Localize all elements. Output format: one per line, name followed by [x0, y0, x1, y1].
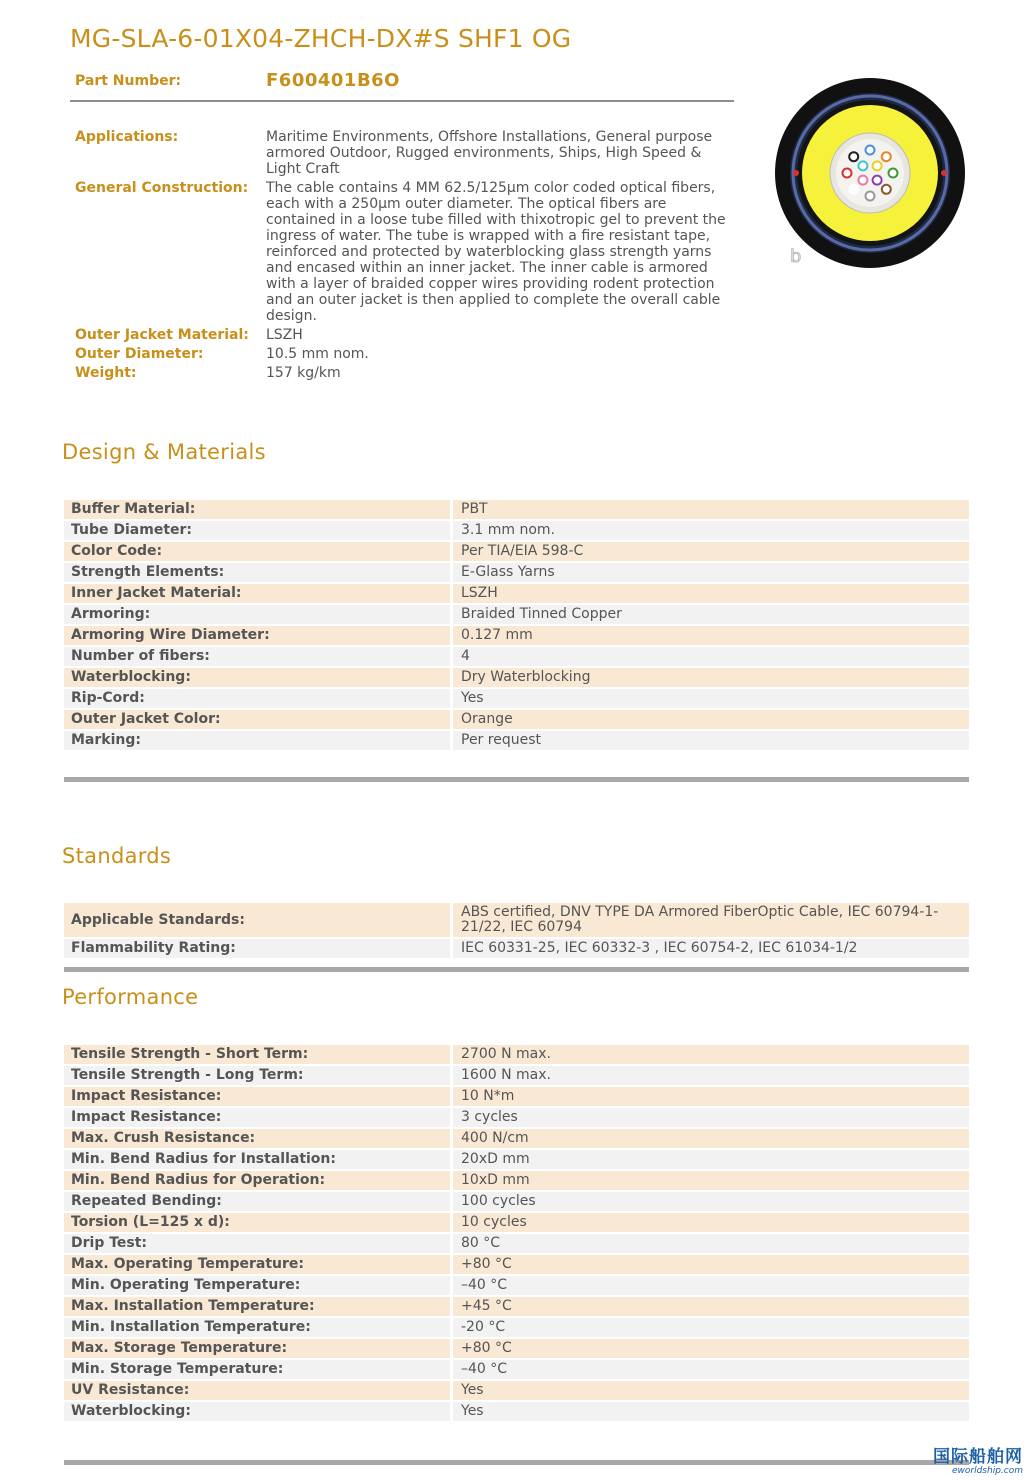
spec-key: UV Resistance: — [64, 1381, 453, 1400]
spec-key: Rip-Cord: — [64, 689, 453, 708]
spec-row — [64, 1276, 969, 1295]
spec-key: Inner Jacket Material: — [64, 584, 453, 603]
spec-key: Outer Jacket Color: — [64, 710, 453, 729]
spec-row — [64, 1360, 969, 1379]
spec-key: Max. Operating Temperature: — [64, 1255, 453, 1274]
spec-key: Impact Resistance: — [64, 1087, 453, 1106]
spec-key: Marking: — [64, 731, 453, 750]
spec-value: –40 °C — [453, 1276, 969, 1295]
spec-value: Yes — [453, 1381, 969, 1400]
overview-label: Weight: — [75, 365, 137, 381]
spec-value: –40 °C — [453, 1360, 969, 1379]
fiber — [858, 161, 867, 170]
spec-row — [64, 1150, 969, 1169]
overview-value: Maritime Environments, Offshore Installations, General purpose armored Outdoor, Rugged environments, Ships, High Speed & Light Craft — [266, 129, 713, 177]
fiber — [873, 161, 882, 170]
spec-row — [64, 1402, 969, 1421]
spec-row — [64, 1087, 969, 1106]
spec-row — [64, 1213, 969, 1232]
spec-row — [64, 584, 969, 603]
spec-key: Applicable Standards: — [64, 903, 453, 937]
spec-value: 400 N/cm — [453, 1129, 969, 1148]
spec-key: Min. Bend Radius for Operation: — [64, 1171, 453, 1190]
spec-value: Yes — [453, 1402, 969, 1421]
spec-value: -20 °C — [453, 1318, 969, 1337]
spec-row — [64, 1318, 969, 1337]
design-table — [64, 498, 969, 752]
spec-key: Impact Resistance: — [64, 1108, 453, 1127]
spec-row — [64, 903, 969, 937]
performance-table — [64, 1043, 969, 1423]
logo-mark-icon: b — [790, 246, 802, 267]
spec-row — [64, 1192, 969, 1211]
part-number-label: Part Number: — [75, 73, 182, 89]
spec-value: 10 N*m — [453, 1087, 969, 1106]
spec-row — [64, 1234, 969, 1253]
watermark-title: 国际船舶网 — [933, 1447, 1023, 1467]
overview-value: LSZH — [266, 327, 303, 343]
spec-key: Min. Storage Temperature: — [64, 1360, 453, 1379]
part-number-row — [70, 70, 734, 102]
spec-row — [64, 1045, 969, 1064]
spec-value: LSZH — [453, 584, 969, 603]
spec-key: Armoring: — [64, 605, 453, 624]
fiber — [873, 176, 882, 185]
spec-value: Per request — [453, 731, 969, 750]
spec-key: Waterblocking: — [64, 1402, 453, 1421]
standards-table — [64, 901, 969, 960]
performance-table-bottom-rule — [64, 1460, 969, 1465]
spec-key: Max. Storage Temperature: — [64, 1339, 453, 1358]
spec-row — [64, 1171, 969, 1190]
spec-value: 80 °C — [453, 1234, 969, 1253]
watermark-url: eworldship.com — [951, 1466, 1023, 1476]
fiber — [882, 185, 891, 194]
spec-value: 3 cycles — [453, 1108, 969, 1127]
spec-key: Min. Installation Temperature: — [64, 1318, 453, 1337]
spec-value: PBT — [453, 500, 969, 519]
spec-row — [64, 731, 969, 750]
spec-row — [64, 710, 969, 729]
fiber — [843, 169, 852, 178]
overview-value: 10.5 mm nom. — [266, 346, 369, 362]
fiber — [889, 169, 898, 178]
spec-key: Armoring Wire Diameter: — [64, 626, 453, 645]
spec-key: Repeated Bending: — [64, 1192, 453, 1211]
spec-row — [64, 1129, 969, 1148]
spec-row — [64, 647, 969, 666]
spec-value: 4 — [453, 647, 969, 666]
spec-key: Max. Installation Temperature: — [64, 1297, 453, 1316]
spec-value: 2700 N max. — [453, 1045, 969, 1064]
spec-row — [64, 1255, 969, 1274]
spec-value: +45 °C — [453, 1297, 969, 1316]
overview-value: 157 kg/km — [266, 365, 341, 381]
spec-value: 3.1 mm nom. — [453, 521, 969, 540]
overview-label: Outer Diameter: — [75, 346, 204, 362]
spec-value: Orange — [453, 710, 969, 729]
spec-row — [64, 668, 969, 687]
cable-cross-section-diagram — [772, 78, 972, 273]
spec-key: Buffer Material: — [64, 500, 453, 519]
spec-value: ABS certified, DNV TYPE DA Armored FiberOptic Cable, IEC 60794-1-21/22, IEC 60794 — [453, 903, 969, 937]
spec-row — [64, 1381, 969, 1400]
spec-value: Dry Waterblocking — [453, 668, 969, 687]
spec-key: Color Code: — [64, 542, 453, 561]
design-table-bottom-rule — [64, 777, 969, 782]
spec-key: Flammability Rating: — [64, 939, 453, 958]
spec-value: 10xD mm — [453, 1171, 969, 1190]
spec-key: Number of fibers: — [64, 647, 453, 666]
spec-value: 10 cycles — [453, 1213, 969, 1232]
performance-heading: Performance — [62, 985, 199, 1009]
spec-row — [64, 1108, 969, 1127]
spec-row — [64, 542, 969, 561]
spec-row — [64, 605, 969, 624]
spec-key: Drip Test: — [64, 1234, 453, 1253]
spec-row — [64, 1339, 969, 1358]
spec-key: Tensile Strength - Long Term: — [64, 1066, 453, 1085]
fiber — [849, 152, 858, 161]
fiber — [866, 192, 875, 201]
standards-table-bottom-rule — [64, 967, 969, 972]
spec-value: +80 °C — [453, 1339, 969, 1358]
spec-key: Waterblocking: — [64, 668, 453, 687]
fiber — [866, 146, 875, 155]
spec-row — [64, 689, 969, 708]
overview-label: Outer Jacket Material: — [75, 327, 249, 343]
spec-row — [64, 626, 969, 645]
spec-value: Per TIA/EIA 598-C — [453, 542, 969, 561]
spec-key: Tube Diameter: — [64, 521, 453, 540]
rip-cord-left — [793, 170, 799, 176]
spec-row — [64, 1066, 969, 1085]
spec-row — [64, 939, 969, 958]
rip-cord-right — [941, 170, 947, 176]
spec-key: Max. Crush Resistance: — [64, 1129, 453, 1148]
standards-heading: Standards — [62, 844, 172, 868]
design-heading: Design & Materials — [62, 440, 266, 464]
spec-row — [64, 563, 969, 582]
watermark — [933, 1448, 1023, 1476]
spec-value: Yes — [453, 689, 969, 708]
spec-value: E-Glass Yarns — [453, 563, 969, 582]
spec-value: 0.127 mm — [453, 626, 969, 645]
spec-value: 1600 N max. — [453, 1066, 969, 1085]
overview-label: Applications: — [75, 129, 179, 145]
spec-key: Strength Elements: — [64, 563, 453, 582]
spec-key: Torsion (L=125 x d): — [64, 1213, 453, 1232]
spec-row — [64, 521, 969, 540]
spec-row — [64, 1297, 969, 1316]
spec-value: 100 cycles — [453, 1192, 969, 1211]
overview-label: General Construction: — [75, 180, 249, 196]
spec-key: Min. Operating Temperature: — [64, 1276, 453, 1295]
overview-value: The cable contains 4 MM 62.5/125µm color coded optical fibers, each with a 250µm outer diameter. The optical fibers are contained in a loose tube filled with thixotropic gel to prevent the ingress of water. The tube is wrapped with a fire resistant tape, reinforced and protected by waterblocking glass strength yarns and encased within an inner jacket. The inner cable is armored with a layer of braided copper wires providing rodent protection and an outer jacket is then applied to complete the overall cable design. — [266, 180, 726, 324]
spec-key: Min. Bend Radius for Installation: — [64, 1150, 453, 1169]
fiber — [858, 176, 867, 185]
fiber — [882, 152, 891, 161]
spec-value: +80 °C — [453, 1255, 969, 1274]
fiber — [849, 185, 858, 194]
spec-row — [64, 500, 969, 519]
spec-value: Braided Tinned Copper — [453, 605, 969, 624]
part-number-value: F600401B6O — [266, 70, 400, 91]
spec-value: 20xD mm — [453, 1150, 969, 1169]
spec-key: Tensile Strength - Short Term: — [64, 1045, 453, 1064]
spec-value: IEC 60331-25, IEC 60332-3 , IEC 60754-2, IEC 61034-1/2 — [453, 939, 969, 958]
page-title: MG-SLA-6-01X04-ZHCH-DX#S SHF1 OG — [70, 24, 572, 53]
